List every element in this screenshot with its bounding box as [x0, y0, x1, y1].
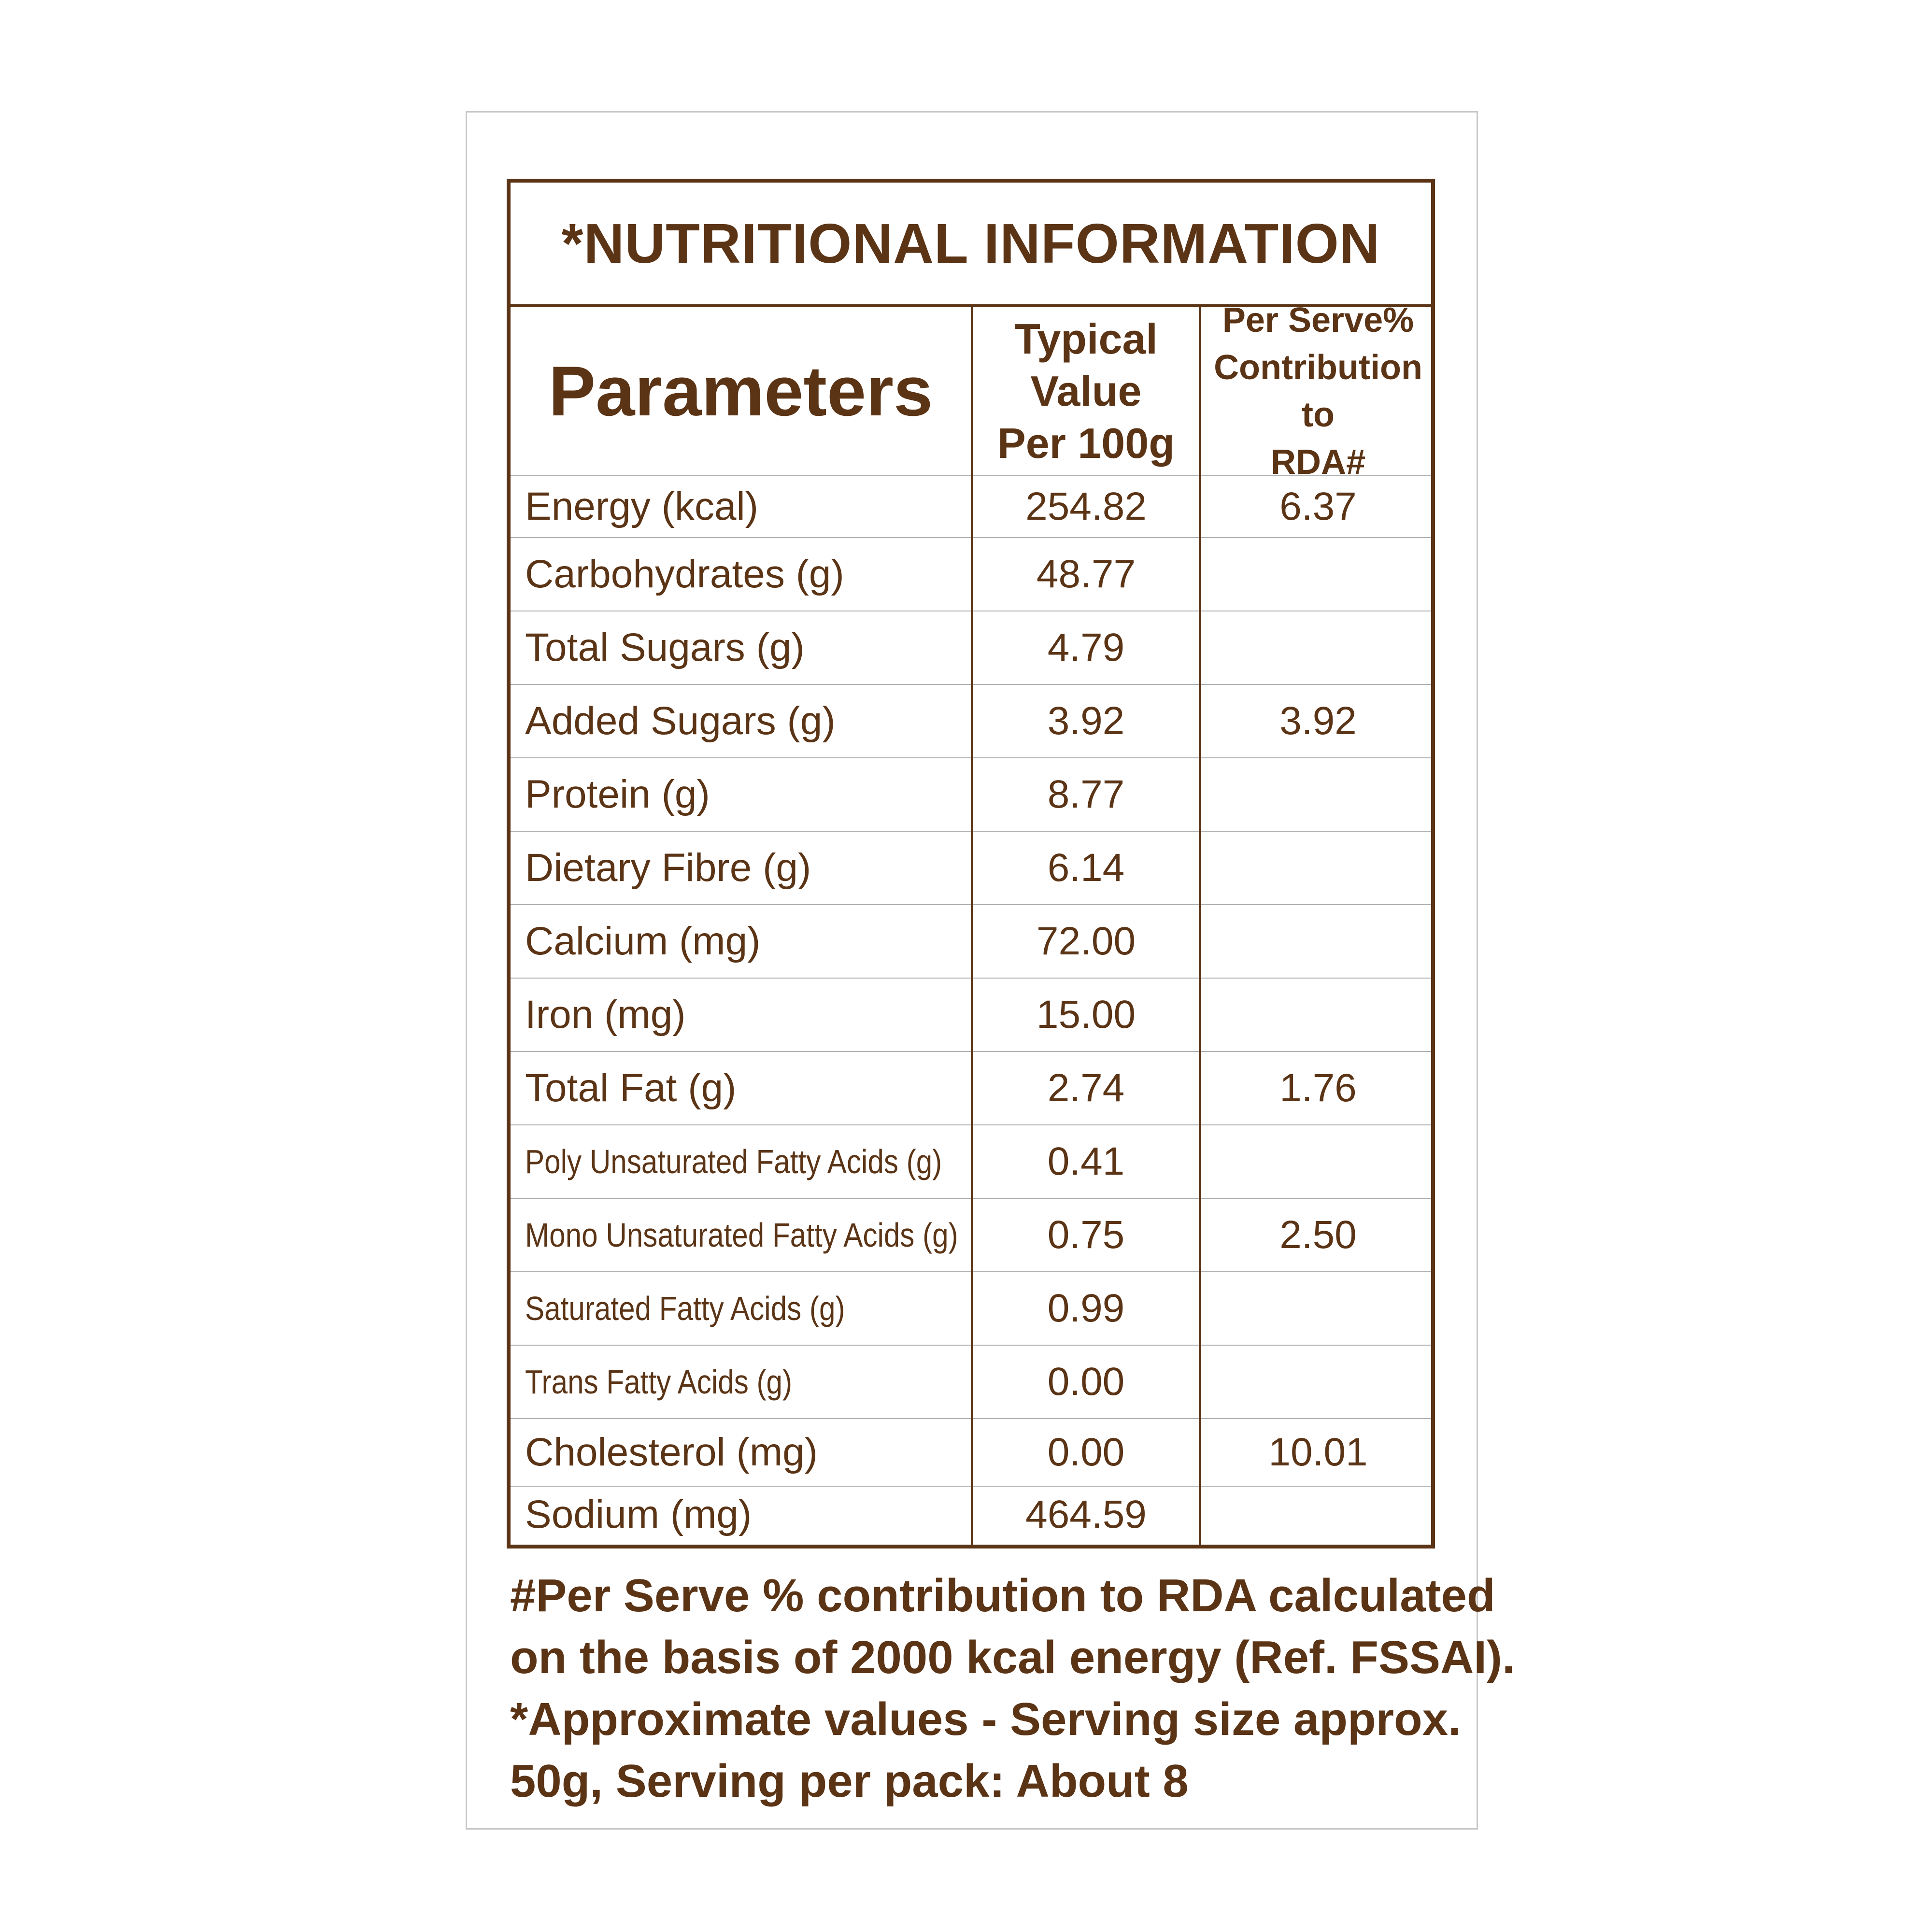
- typical-value: 0.41: [1047, 1139, 1125, 1183]
- rda-contribution: [1201, 905, 1435, 978]
- parameter-name: Iron (mg): [525, 993, 686, 1037]
- typical-value: 2.74: [1047, 1066, 1125, 1110]
- rda-contribution: [1201, 1272, 1435, 1345]
- column-divider: [971, 307, 973, 1545]
- parameter-name: Added Sugars (g): [525, 699, 836, 743]
- rda-contribution: [1201, 758, 1435, 831]
- parameter-name: Saturated Fatty Acids (g): [525, 1290, 845, 1327]
- header-parameters: Parameters: [548, 352, 933, 430]
- rda-contribution: [1201, 1346, 1435, 1418]
- typical-value: 72.00: [1036, 919, 1136, 963]
- parameter-name: Dietary Fibre (g): [525, 846, 811, 890]
- typical-value: 0.75: [1047, 1213, 1125, 1257]
- rda-contribution: [1201, 538, 1435, 611]
- column-divider: [1199, 307, 1201, 1545]
- header-rda-line: RDA#: [1270, 443, 1366, 482]
- parameter-name: Total Fat (g): [525, 1066, 737, 1110]
- parameter-name: Total Sugars (g): [525, 625, 805, 669]
- parameter-name: Sodium (mg): [525, 1492, 752, 1536]
- nutrition-table: [507, 179, 1435, 1548]
- header-typical-line: Value: [1030, 367, 1142, 415]
- typical-value: 15.00: [1036, 993, 1136, 1037]
- rda-contribution: 3.92: [1279, 699, 1357, 743]
- rda-contribution: 6.37: [1279, 484, 1357, 528]
- typical-value: 0.99: [1047, 1286, 1125, 1330]
- parameter-name: Calcium (mg): [525, 919, 761, 963]
- header-typical-line: Typical: [1014, 315, 1158, 363]
- header-rda-line: Contribution to: [1214, 348, 1422, 434]
- header-typical-line: Per 100g: [997, 419, 1175, 467]
- footnote-line: 50g, Serving per pack: About 8: [510, 1755, 1189, 1807]
- rda-contribution: 1.76: [1279, 1066, 1357, 1110]
- rda-contribution: [1201, 611, 1435, 684]
- header-rda-contribution: [1201, 301, 1435, 482]
- typical-value: 0.00: [1047, 1430, 1125, 1474]
- footnote-line: *Approximate values - Serving size approx.: [510, 1693, 1461, 1745]
- typical-value: 4.79: [1047, 625, 1125, 669]
- parameter-name: Cholesterol (mg): [525, 1430, 818, 1474]
- rda-contribution: [1201, 832, 1435, 904]
- typical-value: 464.59: [1025, 1492, 1147, 1536]
- parameter-name: Mono Unsaturated Fatty Acids (g): [525, 1216, 958, 1254]
- footnote: [510, 1565, 1515, 1812]
- typical-value: 6.14: [1047, 846, 1125, 890]
- typical-value: 254.82: [1025, 484, 1147, 528]
- header-rda-line: Per Serve%: [1222, 301, 1414, 340]
- typical-value: 0.00: [1047, 1360, 1125, 1404]
- parameter-name: Carbohydrates (g): [525, 552, 844, 596]
- parameter-name: Poly Unsaturated Fatty Acids (g): [525, 1143, 942, 1180]
- rda-contribution: [1201, 1487, 1435, 1543]
- rda-contribution: 10.01: [1268, 1430, 1368, 1474]
- typical-value: 3.92: [1047, 699, 1125, 743]
- typical-value: 8.77: [1047, 772, 1125, 816]
- table-title: *NUTRITIONAL INFORMATION: [511, 183, 1431, 307]
- footnote-line: on the basis of 2000 kcal energy (Ref. FSSAI).: [510, 1632, 1515, 1683]
- rda-contribution: [1201, 1125, 1435, 1198]
- rda-contribution: 2.50: [1279, 1213, 1357, 1257]
- parameter-name: Energy (kcal): [525, 484, 759, 528]
- parameter-name: Protein (g): [525, 772, 710, 816]
- footnote-line: #Per Serve % contribution to RDA calculated: [510, 1570, 1495, 1621]
- typical-value: 48.77: [1036, 552, 1136, 596]
- parameter-name: Trans Fatty Acids (g): [525, 1363, 793, 1401]
- rda-contribution: [1201, 979, 1435, 1051]
- header-typical-value: [973, 307, 1199, 475]
